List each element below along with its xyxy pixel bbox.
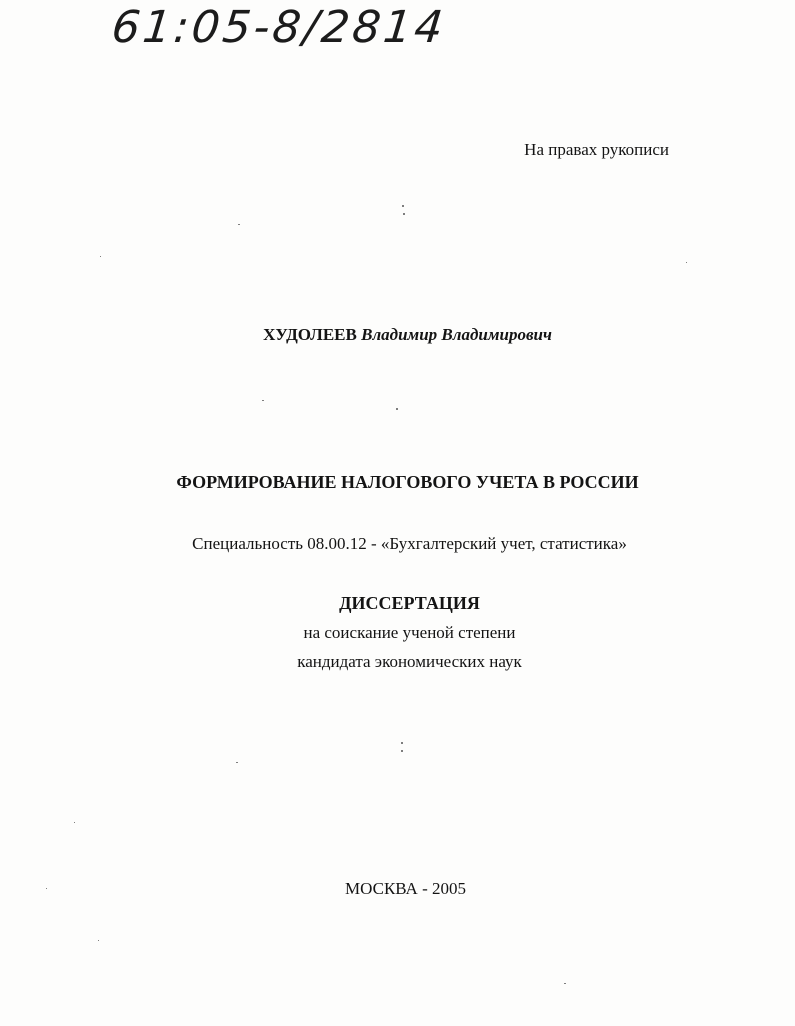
rights-notice: На правах рукописи xyxy=(524,140,669,159)
scan-speck xyxy=(401,742,403,744)
dissertation-title: ФОРМИРОВАНИЕ НАЛОГОВОГО УЧЕТА В РОССИИ xyxy=(176,472,639,492)
scan-speck xyxy=(46,888,47,889)
author-surname: ХУДОЛЕЕВ xyxy=(263,325,357,344)
scan-speck xyxy=(100,256,101,257)
scan-speck xyxy=(396,408,398,410)
document-type: ДИССЕРТАЦИЯ xyxy=(339,593,480,613)
scan-speck xyxy=(262,400,264,401)
degree-line-2: кандидата экономических наук xyxy=(297,652,522,671)
place-and-year: МОСКВА - 2005 xyxy=(345,879,466,898)
scan-speck xyxy=(564,983,566,984)
scan-speck xyxy=(686,262,687,263)
scan-speck xyxy=(403,213,405,215)
degree-line-1: на соискание ученой степени xyxy=(303,623,516,642)
scan-speck xyxy=(74,822,75,823)
archive-number-text: 61:05-8/2814 xyxy=(109,2,449,53)
handwritten-archive-number xyxy=(109,2,448,53)
author-given-names: Владимир Владимирович xyxy=(361,325,552,344)
author-name xyxy=(10,325,795,345)
specialty-line: Специальность 08.00.12 - «Бухгалтерский учет, статистика» xyxy=(192,534,627,553)
scan-speck xyxy=(401,750,403,752)
scan-speck xyxy=(236,762,238,763)
scan-speck xyxy=(402,205,404,207)
scan-speck xyxy=(238,224,240,225)
scan-speck xyxy=(98,940,99,941)
